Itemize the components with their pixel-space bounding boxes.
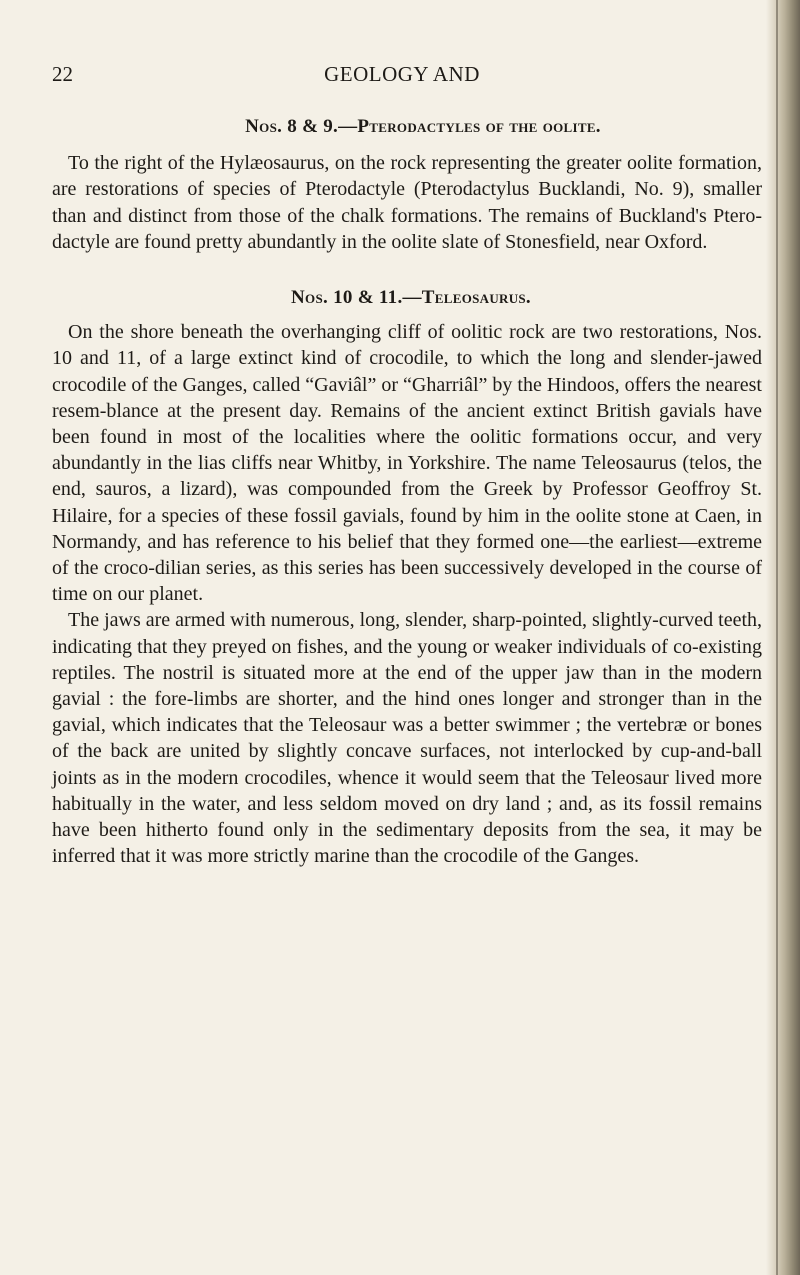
page-edge-shadow <box>766 0 800 1275</box>
running-header <box>52 62 752 92</box>
section-heading-pterodactyles: Nos. 8 & 9.—Pterodactyles of the oolite. <box>245 116 601 137</box>
paragraph-pterodactyles: To the right of the Hylæosaurus, on the rock representing the greater oolite formation, are restorations of species of Pterodactyle (Pterodactylus Bucklandi, No. 9), smaller than and distinct from those of the chalk formations. The remains of Buckland's Ptero-dactyle are found pretty abundantly in the oolite slate of Stonesfield, near Oxford. <box>52 152 762 253</box>
paragraph-teleosaurus-restorations: On the shore beneath the overhanging cliff of oolitic rock are two restorations, Nos. 10 and 11, of a large extinct kind of crocodile, to which the long and slender-jawed crocodile of the Ganges, called “Gaviâl” or “Gharriâl” by the Hindoos, offers the nearest resem-blance at the present day. Remains of the ancient extinct British gavials have been found in most of the localities where the oolitic formations occur, and very abundantly in the lias cliffs near Whitby, in Yorkshire. The name Teleosaurus (telos, the end, sauros, a lizard), was compounded from the Greek by Professor Geoffroy St. Hilaire, for a species of these fossil gavials, found by him in the oolite stone at Caen, in Normandy, and has reference to his belief that they formed one—the earliest—extreme of the croco-dilian series, as this series has been successively developed in the course of time on our planet. <box>52 321 762 606</box>
page-number: 22 <box>52 62 73 86</box>
page-body <box>52 114 762 869</box>
section-heading-teleosaurus: Nos. 10 & 11.—Teleosaurus. <box>291 287 531 309</box>
page-binding-edge <box>776 0 778 1275</box>
paragraph-teleosaurus-anatomy: The jaws are armed with numerous, long, slender, sharp-pointed, slightly-curved teeth, indicating that they preyed on fishes, and the young or weaker individuals of co-existing reptiles. The nostril is situated more at the end of the upper jaw than in the modern gavial : the fore-limbs are shorter, and the hind ones longer and stronger than in the gavial, which indicates that the Teleosaur was a better swimmer ; the vertebræ or bones of the back are united by slightly concave surfaces, not interlocked by cup-and-ball joints as in the modern crocodiles, whence it would seem that the Teleosaur lived more habitually in the water, and less seldom moved on dry land ; and, as its fossil remains have been hitherto found only in the sedimentary deposits from the sea, it may be inferred that it was more strictly marine than the crocodile of the Ganges. <box>52 609 763 868</box>
running-title: GEOLOGY AND <box>324 62 480 86</box>
